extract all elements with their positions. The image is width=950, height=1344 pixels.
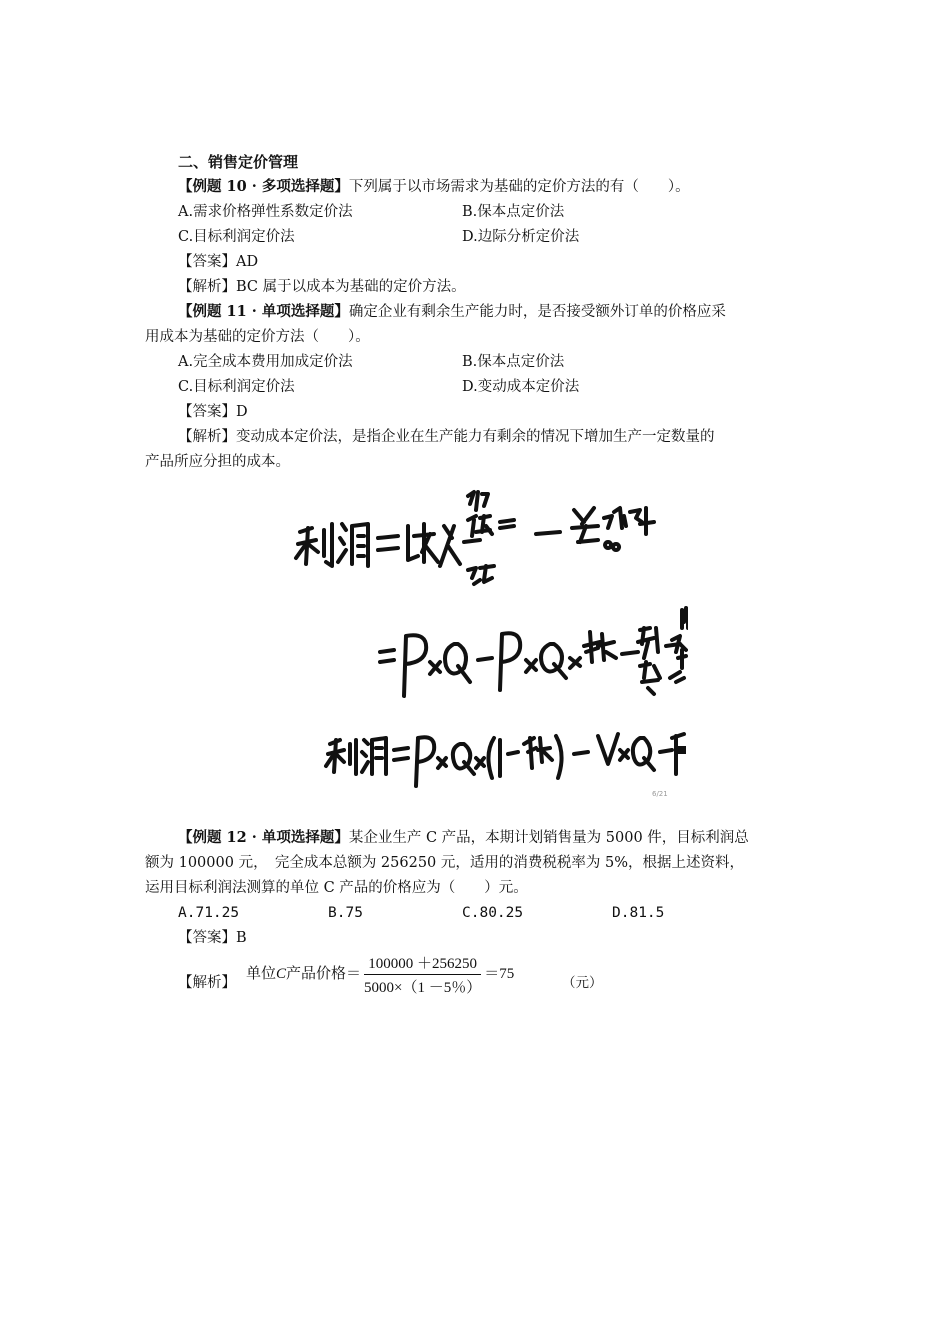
- image-page-marker: 6/21: [652, 790, 668, 798]
- example-12-option-d: D.81.5: [612, 905, 665, 921]
- formula-numerator: 100000 ＋256250: [364, 952, 481, 975]
- example-10-question: [178, 177, 690, 197]
- example-12-option-c: C.80.25: [462, 905, 524, 921]
- example-11-option-c: C.目标利润定价法: [178, 379, 295, 395]
- example-12-stem-line3: 运用目标利润法测算的单位 C 产品的价格应为（ ）元。: [145, 880, 528, 896]
- example-11-analysis-line2: 产品所应分担的成本。: [145, 454, 290, 470]
- analysis-label: 【解析】: [178, 429, 236, 445]
- example-12-option-a: A.71.25: [178, 905, 240, 921]
- example-11-analysis-line1: 变动成本定价法，是指企业在生产能力有剩余的情况下增加生产一定数量的: [236, 429, 715, 445]
- example-10-analysis: [178, 277, 466, 297]
- formula-denominator: 5000×（1 －5％）: [364, 980, 482, 996]
- formula-unit: （元）: [562, 975, 603, 991]
- example-12-stem-line2: 额为 100000 元， 完全成本总额为 256250 元，适用的消费税税率为 5%，根据上述资料，: [145, 855, 745, 871]
- example-11-answer: 【答案】D: [178, 404, 248, 420]
- example-12-analysis-label: 【解析】: [178, 975, 236, 991]
- example-10-stem: 下列属于以市场需求为基础的定价方法的有（ ）。: [348, 179, 690, 195]
- example-11-stem-line1: 确定企业有剩余生产能力时，是否接受额外订单的价格应采: [348, 304, 726, 320]
- formula-lhs-variable: C: [276, 965, 287, 982]
- handwritten-formula-image: [268, 482, 688, 802]
- example-10-answer: 【答案】AD: [178, 254, 259, 270]
- example-10-option-d: D.边际分析定价法: [462, 229, 580, 245]
- example-12-answer: 【答案】B: [178, 930, 247, 946]
- example-11-stem-line2: 用成本为基础的定价方法（ ）。: [145, 329, 370, 345]
- example-11-option-a: A.完全成本费用加成定价法: [178, 354, 353, 370]
- example-11-option-d: D.变动成本定价法: [462, 379, 580, 395]
- analysis-label: 【解析】: [178, 279, 236, 295]
- example-10-option-b: B.保本点定价法: [462, 204, 565, 220]
- example-11-title: 【例题 11 · 单项选择题】: [178, 303, 349, 320]
- example-10-option-a: A.需求价格弹性系数定价法: [178, 204, 353, 220]
- example-10-analysis-text: BC 属于以成本为基础的定价方法。: [236, 279, 466, 295]
- example-11-analysis: [178, 427, 715, 447]
- formula-lhs-prefix: 单位: [246, 965, 277, 982]
- example-10-option-c: C.目标利润定价法: [178, 229, 295, 245]
- formula-lhs-suffix: 产品价格＝: [286, 965, 362, 982]
- example-11-question: [178, 302, 726, 322]
- handwritten-line-2: [380, 608, 688, 696]
- formula-result: ＝75: [484, 965, 515, 982]
- example-12-title: 【例题 12 · 单项选择题】: [178, 829, 349, 846]
- example-10-title: 【例题 10 · 多项选择题】: [178, 178, 349, 195]
- formula-fraction: [364, 952, 481, 997]
- example-11-option-b: B.保本点定价法: [462, 354, 565, 370]
- handwritten-line-1: [296, 492, 654, 584]
- handwritten-line-3: [326, 734, 686, 786]
- section-heading: 二、销售定价管理: [178, 153, 299, 171]
- example-12-stem-line1: 某企业生产 C 产品，本期计划销售量为 5000 件，目标利润总: [348, 830, 749, 846]
- example-12-question: [178, 828, 749, 848]
- price-formula: [246, 952, 514, 997]
- example-12-option-b: B.75: [328, 905, 363, 921]
